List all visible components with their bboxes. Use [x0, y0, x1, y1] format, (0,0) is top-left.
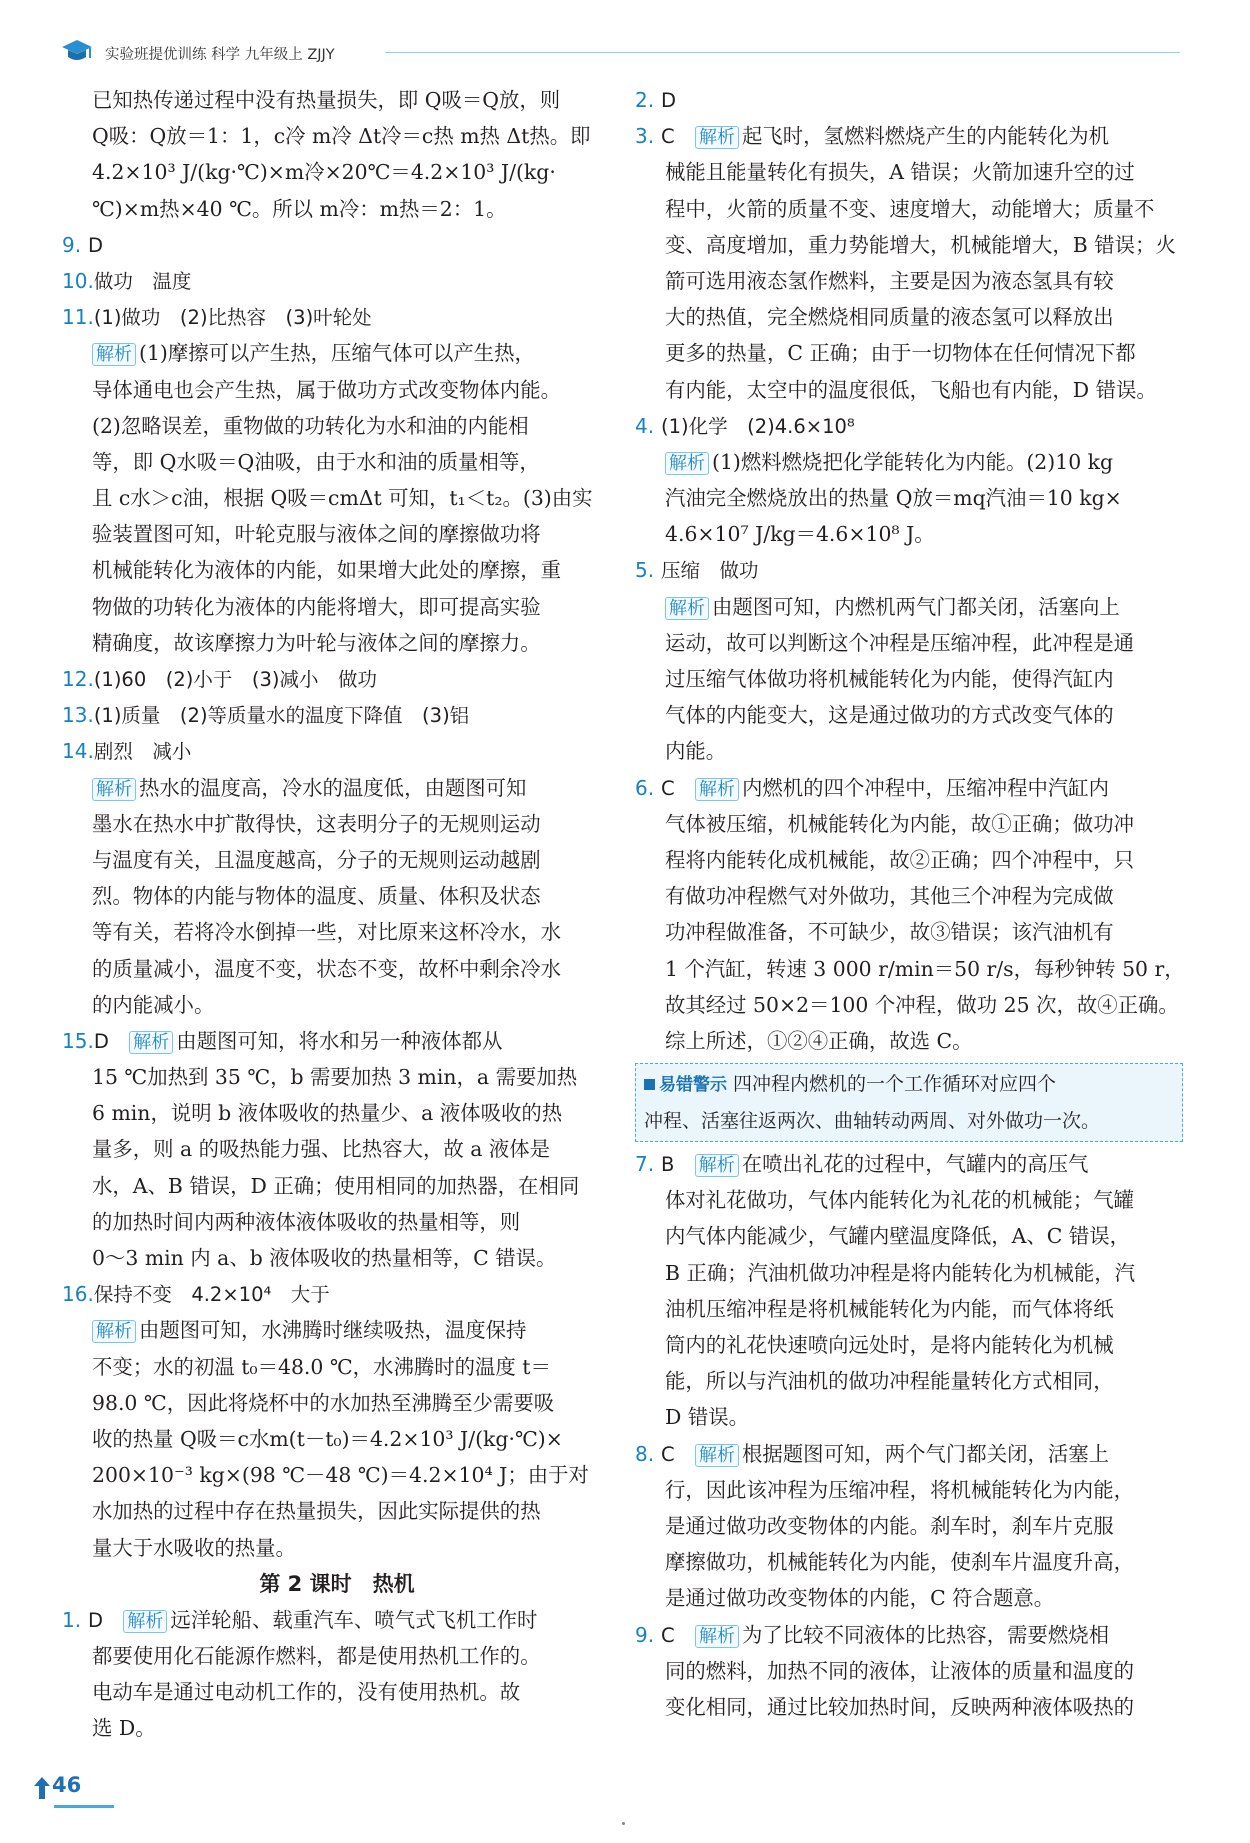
answer-text: D [88, 233, 104, 257]
analysis-text: 起飞时，氢燃料燃烧产生的内能转化为机 [742, 124, 1110, 149]
right-column [635, 82, 1183, 1725]
text-line [635, 625, 1183, 661]
text-line [62, 1168, 602, 1204]
line-text: 200×10⁻³ kg×(98 ℃－48 ℃)＝4.2×10⁴ J；由于对 [92, 1463, 589, 1488]
answer-text: D [93, 1029, 109, 1053]
line-text: 油机压缩冲程是将机械能转化为内能，而气体将纸 [665, 1296, 1114, 1321]
line-text: 6 min，说明 b 液体吸收的热量少、a 液体吸收的热 [92, 1101, 563, 1126]
text-line [635, 697, 1183, 733]
question-number: 3. [635, 124, 655, 149]
line-text: 量多，则 a 的吸热能力强、比热容大，故 a 液体是 [92, 1137, 551, 1162]
text-line [635, 1580, 1183, 1616]
text-line [635, 1472, 1183, 1508]
text-line [62, 1312, 602, 1348]
header-rule [385, 52, 1180, 53]
text-line [62, 1710, 602, 1746]
text-line [635, 82, 1183, 118]
line-text: 内能。 [665, 739, 727, 764]
text-line [62, 335, 602, 371]
analysis-text: 内燃机的四个冲程中，压缩冲程中汽缸内 [742, 775, 1110, 800]
analysis-tag: 解析 [92, 343, 136, 366]
line-text: 等，即 Q水吸＝Q油吸，由于水和油的质量相等， [92, 449, 540, 474]
text-line [62, 118, 602, 154]
text-line [635, 1327, 1183, 1363]
line-text: 械能且能量转化有损失，A 错误；火箭加速升空的过 [665, 160, 1135, 185]
text-line [635, 1544, 1183, 1580]
answer-text: C [661, 125, 675, 149]
text-line [62, 806, 602, 842]
question-number: 16. [62, 1282, 94, 1307]
line-text: 0～3 min 内 a、b 液体吸收的热量相等，C 错误。 [92, 1246, 557, 1270]
analysis-text: 在喷出礼花的过程中，气罐内的高压气 [741, 1152, 1089, 1177]
text-line [635, 1363, 1183, 1399]
text-line [635, 770, 1183, 806]
line-text: 选 D。 [92, 1716, 156, 1741]
analysis-tag: 解析 [695, 1625, 739, 1648]
text-line [635, 733, 1183, 769]
text-line [635, 1146, 1183, 1182]
answer-text: 压缩 做功 [661, 559, 759, 583]
question-number: 8. [635, 1441, 655, 1466]
line-text: (1)燃料燃烧把化学能转化为内能。(2)10 kg [712, 449, 1114, 474]
text-line [635, 444, 1183, 480]
analysis-tag: 解析 [92, 778, 136, 801]
text-line [62, 552, 602, 588]
question-number: 1. [62, 1607, 82, 1632]
line-text: 已知热传递过程中没有热量损失，即 Q吸＝Q放，则 [92, 88, 561, 112]
line-text: 15 ℃加热到 35 ℃，b 需要加热 3 min，a 需要加热 [92, 1065, 578, 1090]
answer-text: C [661, 1623, 675, 1647]
text-line [635, 118, 1183, 154]
page-marker-icon [34, 1777, 50, 1799]
question-number: 9. [62, 232, 82, 257]
text-line [635, 951, 1183, 987]
question-number: 12. [62, 667, 94, 691]
line-text: 有内能，太空中的温度很低，飞船也有内能，D 错误。 [665, 377, 1157, 402]
page-number: 46 [52, 1773, 82, 1797]
warning-line [644, 1066, 1174, 1103]
text-line [62, 1493, 602, 1529]
line-text: 且 c水＞c油，根据 Q吸＝cmΔt 可知，t₁＜t₂。(3)由实 [92, 486, 593, 511]
line-text: D 错误。 [665, 1405, 750, 1430]
left-column [62, 82, 602, 1747]
warning-line: 冲程、活塞往返两次、曲轴转动两周、对外做功一次。 [644, 1110, 1101, 1133]
question-number: 13. [62, 703, 94, 728]
line-text: 变、高度增加，重力势能增大，机械能增大，B 错误；火 [665, 232, 1176, 257]
text-line [635, 516, 1183, 552]
answer-text: 做功 温度 [93, 269, 192, 293]
answer-text: C [661, 776, 675, 800]
text-line [635, 842, 1183, 878]
text-line [62, 444, 602, 480]
text-line [62, 1095, 602, 1131]
text-line [62, 408, 602, 444]
text-line [62, 842, 602, 878]
answer-text: (1)化学 (2)4.6×10⁸ [661, 414, 855, 438]
text-line [635, 408, 1183, 444]
graduation-cap-icon [60, 38, 94, 66]
line-text: 1 个汽缸，转速 3 000 r/min＝50 r/s，每秒钟转 50 r， [665, 956, 1185, 981]
line-text: 同的燃料，加热不同的液体，让液体的质量和温度的 [665, 1658, 1134, 1683]
text-line [635, 1689, 1183, 1725]
question-number: 14. [62, 739, 94, 764]
answer-text: D [88, 1608, 104, 1632]
question-number: 4. [635, 413, 655, 438]
text-line [62, 299, 602, 335]
line-text: Q吸：Q放＝1：1，c冷 m冷 Δt冷＝c热 m热 Δt热。即 [92, 124, 591, 149]
line-text: 由题图可知，内燃机两气门都关闭，活塞向上 [712, 594, 1120, 619]
text-line [635, 987, 1183, 1023]
line-text: (2)忽略误差，重物做的功转化为水和油的内能相 [92, 413, 529, 438]
text-line [62, 733, 602, 769]
line-text: 功冲程做准备，不可缺少，故③错误；该汽油机有 [665, 920, 1114, 945]
line-text: 大的热值，完全燃烧相同质量的液态氢可以释放出 [665, 305, 1114, 330]
line-text: 是通过做功改变物体的内能。刹车时，刹车片克服 [665, 1513, 1114, 1538]
line-text: 电动车是通过电动机工作的，没有使用热机。故 [92, 1680, 521, 1705]
text-line [62, 951, 602, 987]
text-line [635, 335, 1183, 371]
line-text: 摩擦做功，机械能转化为内能，使刹车片温度升高， [665, 1550, 1134, 1575]
line-text: 程将内能转化成机械能，故②正确；四个冲程中，只 [665, 847, 1134, 872]
text-line [635, 1653, 1183, 1689]
line-text: ℃)×m热×40 ℃。所以 m冷：m热＝2：1。 [92, 196, 507, 221]
line-text: 的质量减小，温度不变，状态不变，故杯中剩余冷水 [92, 956, 561, 981]
page-header [60, 38, 1180, 66]
line-text: 筒内的礼花快速喷向远处时，是将内能转化为机械 [665, 1333, 1114, 1357]
question-number: 10. [62, 268, 94, 293]
line-text: 行，因此该冲程为压缩冲程，将机械能转化为内能， [665, 1477, 1134, 1502]
analysis-tag: 解析 [123, 1610, 167, 1633]
text-line [62, 1457, 602, 1493]
section-title: 第 2 课时 热机 [259, 1571, 415, 1596]
text-line [635, 191, 1183, 227]
text-line [635, 1617, 1183, 1653]
question-number: 11. [62, 305, 94, 330]
text-line [62, 1349, 602, 1385]
text-line [635, 154, 1183, 190]
answer-text: B [661, 1153, 675, 1177]
text-line [62, 1385, 602, 1421]
text-line [635, 878, 1183, 914]
text-line [62, 516, 602, 552]
analysis-text: 远洋轮船、载重汽车、喷气式飞机工作时 [170, 1607, 538, 1632]
line-text: 验装置图可知，叶轮克服与液体之间的摩擦做功将 [92, 522, 541, 547]
line-text: 变化相同，通过比较加热时间，反映两种液体吸热的 [665, 1694, 1134, 1719]
line-text: 收的热量 Q吸＝c水m(t－t₀)＝4.2×10³ J/(kg·℃)× [92, 1426, 563, 1451]
answer-text: C [661, 1442, 675, 1466]
question-number: 9. [635, 1622, 655, 1647]
line-text: 更多的热量，C 正确；由于一切物体在任何情况下都 [665, 341, 1136, 366]
text-line [62, 191, 602, 227]
text-line [635, 480, 1183, 516]
text-line [62, 1023, 602, 1059]
line-text: 故其经过 50×2＝100 个冲程，做功 25 次，故④正确。 [665, 992, 1179, 1017]
line-text: 物做的功转化为液体的内能将增大，即可提高实验 [92, 594, 541, 619]
question-number: 2. [635, 88, 655, 112]
text-line [62, 1602, 602, 1638]
line-text: 运动，故可以判断这个冲程是压缩冲程，此冲程是通 [665, 630, 1134, 655]
line-text: 4.6×10⁷ J/kg＝4.6×10⁸ J。 [665, 522, 935, 547]
line-text: 由题图可知，水沸腾时继续吸热，温度保持 [139, 1318, 527, 1343]
answer-text: 保持不变 4.2×10⁴ 大于 [93, 1283, 330, 1307]
line-text: 气体被压缩，机械能转化为内能，故①正确；做功冲 [665, 811, 1134, 836]
center-dot [622, 1822, 625, 1825]
question-number: 15. [62, 1028, 94, 1053]
line-text: 精确度，故该摩擦力为叶轮与液体之间的摩擦力。 [92, 630, 541, 655]
text-line [62, 1240, 602, 1276]
line-text: 内气体内能减少，气罐内壁温度降低，A、C 错误， [665, 1224, 1131, 1249]
line-text: 热水的温度高，冷水的温度低，由题图可知 [139, 775, 527, 800]
text-line [62, 227, 602, 263]
text-line [635, 1255, 1183, 1291]
text-line [635, 299, 1183, 335]
text-line [635, 1291, 1183, 1327]
text-line [62, 1530, 602, 1566]
warning-text: 四冲程内燃机的一个工作循环对应四个 [733, 1073, 1057, 1096]
line-text: 不变；水的初温 t₀＝48.0 ℃，水沸腾时的温度 t＝ [92, 1354, 551, 1379]
line-text: 气体的内能变大，这是通过做功的方式改变气体的 [665, 703, 1114, 728]
text-line [635, 589, 1183, 625]
page-footer [34, 1769, 94, 1809]
line-text: 都要使用化石能源作燃料，都是使用热机工作的。 [92, 1644, 541, 1669]
text-line [635, 914, 1183, 950]
question-number: 6. [635, 775, 655, 800]
analysis-text: 为了比较不同液体的比热容，需要燃烧相 [742, 1622, 1110, 1647]
text-line [635, 372, 1183, 408]
text-line [635, 806, 1183, 842]
text-line [635, 1023, 1183, 1059]
analysis-text: 由题图可知，将水和另一种液体都从 [176, 1028, 503, 1053]
text-line [62, 914, 602, 950]
text-line [635, 1218, 1183, 1254]
text-line [62, 661, 602, 697]
text-line [635, 263, 1183, 299]
warning-box [635, 1063, 1183, 1142]
footer-rule [54, 1805, 114, 1808]
line-text: B 正确；汽油机做功冲程是将内能转化为机械能，汽 [665, 1260, 1136, 1285]
line-text: 箭可选用液态氢作燃料，主要是因为液态氢具有较 [665, 268, 1114, 293]
text-line [62, 263, 602, 299]
analysis-text: 根据题图可知，两个气门都关闭，活塞上 [742, 1441, 1110, 1466]
line-text: 过压缩气体做功将机械能转化为内能，使得汽缸内 [665, 667, 1114, 691]
warning-label [644, 1075, 727, 1095]
answer-text: (1)质量 (2)等质量水的温度下降值 (3)铝 [93, 704, 470, 728]
text-line [62, 697, 602, 733]
line-text: 4.2×10³ J/(kg·℃)×m冷×20℃＝4.2×10³ J/(kg· [92, 160, 556, 185]
line-text: 综上所述，①②④正确，故选 C。 [665, 1028, 973, 1053]
answer-text: 剧烈 减小 [93, 740, 192, 764]
analysis-tag: 解析 [695, 1154, 739, 1177]
text-line [635, 661, 1183, 697]
text-line [62, 82, 602, 118]
line-text: 98.0 ℃，因此将烧杯中的水加热至沸腾至少需要吸 [92, 1390, 555, 1415]
analysis-tag: 解析 [695, 126, 739, 149]
line-text: 量大于水吸收的热量。 [92, 1535, 296, 1560]
text-line [635, 552, 1183, 588]
line-text: 的内能减小。 [92, 992, 215, 1017]
answer-text: D [661, 89, 677, 112]
line-text: 汽油完全燃烧放出的热量 Q放＝mq汽油＝10 kg× [665, 486, 1122, 511]
warning-square-icon [644, 1079, 655, 1090]
text-line [62, 1276, 602, 1312]
text-line [62, 625, 602, 661]
text-line [62, 372, 602, 408]
text-line [62, 480, 602, 516]
text-line [62, 1638, 602, 1674]
line-text: 水加热的过程中存在热量损失，因此实际提供的热 [92, 1499, 541, 1524]
line-text: 程中，火箭的质量不变、速度增大，动能增大；质量不 [665, 196, 1155, 221]
text-line [635, 1182, 1183, 1218]
text-line [62, 1059, 602, 1095]
answer-text: (1)60 (2)小于 (3)减小 做功 [93, 668, 377, 691]
text-line [635, 1399, 1183, 1435]
analysis-tag: 解析 [92, 1320, 136, 1343]
text-line [62, 878, 602, 914]
text-line [635, 227, 1183, 263]
text-line [62, 770, 602, 806]
line-text: 是通过做功改变物体的内能，C 符合题意。 [665, 1586, 1055, 1611]
answer-text: (1)做功 (2)比热容 (3)叶轮处 [93, 306, 372, 330]
line-text: 机械能转化为液体的内能，如果增大此处的摩擦，重 [92, 558, 561, 583]
analysis-tag: 解析 [695, 1444, 739, 1467]
text-line [62, 1421, 602, 1457]
line-text: (1)摩擦可以产生热，压缩气体可以产生热， [139, 341, 535, 366]
line-text: 烈。物体的内能与物体的温度、质量、体积及状态 [92, 884, 541, 909]
line-text: 有做功冲程燃气对外做功，其他三个冲程为完成做 [665, 884, 1114, 909]
text-line [62, 1204, 602, 1240]
header-title: 实验班提优训练 科学 九年级上 ZJJY [105, 47, 335, 63]
text-line [62, 987, 602, 1023]
analysis-tag: 解析 [695, 778, 739, 801]
line-text: 与温度有关，且温度越高，分子的无规则运动越剧 [92, 847, 541, 872]
line-text: 等有关，若将冷水倒掉一些，对比原来这杯冷水，水 [92, 920, 561, 945]
line-text: 的加热时间内两种液体液体吸收的热量相等，则 [92, 1209, 521, 1234]
analysis-tag: 解析 [665, 597, 709, 620]
line-text: 墨水在热水中扩散得快，这表明分子的无规则运动 [92, 811, 541, 836]
analysis-tag: 解析 [129, 1031, 173, 1054]
analysis-tag: 解析 [665, 452, 709, 475]
text-line [62, 589, 602, 625]
text-line [635, 1508, 1183, 1544]
text-line [635, 1436, 1183, 1472]
line-text: 导体通电也会产生热，属于做功方式改变物体内能。 [92, 377, 561, 402]
text-line [62, 154, 602, 190]
text-line [62, 1131, 602, 1167]
line-text: 体对礼花做功，气体内能转化为礼花的机械能；气罐 [665, 1188, 1134, 1213]
line-text: 水，A、B 错误，D 正确；使用相同的加热器，在相同 [92, 1173, 580, 1198]
question-number: 5. [635, 558, 655, 583]
warning-label-text: 易错警示 [659, 1075, 727, 1096]
question-number: 7. [635, 1152, 655, 1177]
text-line [62, 1674, 602, 1710]
line-text: 能，所以与汽油机的做功冲程能量转化方式相同， [665, 1369, 1114, 1394]
